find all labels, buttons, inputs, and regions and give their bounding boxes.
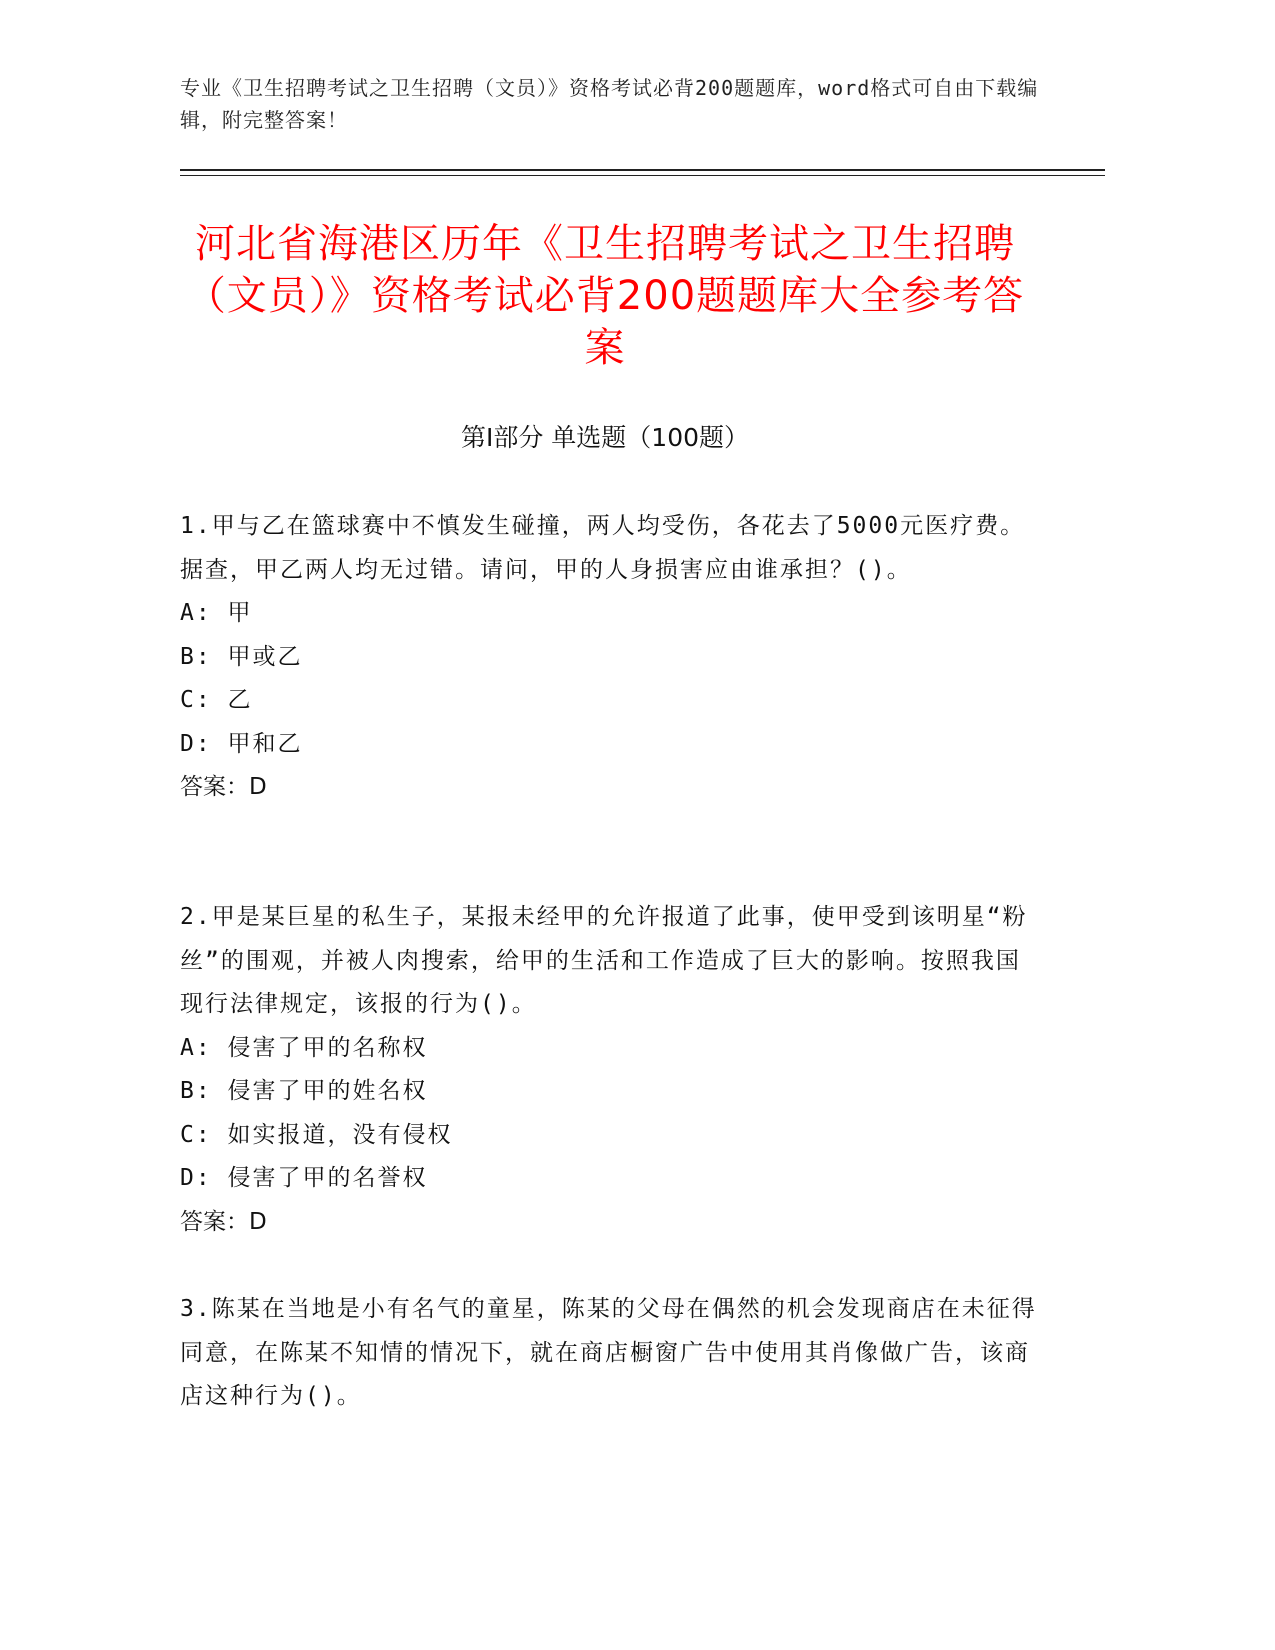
option-b: B: 侵害了甲的姓名权 xyxy=(180,1078,428,1104)
question-stem: 2.甲是某巨星的私生子，某报未经甲的允许报道了此事，使甲受到该明星“粉丝”的围观，并被人肉搜索，给甲的生活和工作造成了巨大的影响。按照我国现行法律规定，该报的行为()。 xyxy=(180,904,1028,1017)
question-3 xyxy=(180,1288,1040,1419)
question-stem: 1.甲与乙在篮球赛中不慎发生碰撞，两人均受伤，各花去了5000元医疗费。据查，甲乙两人均无过错。请问，甲的人身损害应由谁承担？()。 xyxy=(180,513,1026,583)
option-a: A: 甲 xyxy=(180,600,253,626)
option-a: A: 侵害了甲的名称权 xyxy=(180,1034,428,1061)
question-2 xyxy=(180,896,1040,1244)
option-c: C: 如实报道，没有侵权 xyxy=(180,1121,453,1148)
header-divider-thick xyxy=(180,169,1105,171)
option-d: D: 甲和乙 xyxy=(180,730,303,757)
section-title: 第I部分 单选题（100题） xyxy=(460,423,750,452)
option-b: B: 甲或乙 xyxy=(180,643,303,670)
header-divider-thin xyxy=(180,175,1105,176)
answer: 答案：D xyxy=(180,774,267,800)
header-note: 专业《卫生招聘考试之卫生招聘（文员）》资格考试必背200题题库，word格式可自由下载编辑，附完整答案！ xyxy=(180,76,1039,132)
question-1 xyxy=(180,505,1040,810)
answer: 答案：D xyxy=(180,1208,267,1235)
question-stem: 3.陈某在当地是小有名气的童星，陈某的父母在偶然的机会发现商店在未征得同意，在陈某不知情的情况下，就在商店橱窗广告中使用其肖像做广告，该商店这种行为()。 xyxy=(180,1296,1037,1409)
option-c: C: 乙 xyxy=(180,687,253,713)
document-title: 河北省海港区历年《卫生招聘考试之卫生招聘（文员）》资格考试必背200题题库大全参考答案 xyxy=(185,221,1025,371)
option-d: D: 侵害了甲的名誉权 xyxy=(180,1165,428,1191)
